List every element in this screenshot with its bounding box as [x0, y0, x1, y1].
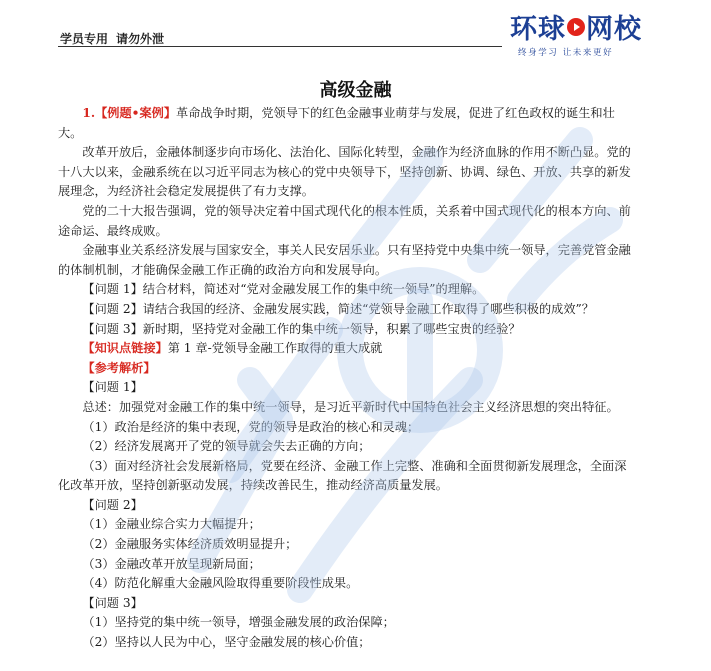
answer-3-label: 【问题 3】 [82, 595, 143, 610]
question-intro [58, 104, 638, 143]
answer-3-item: （2）坚持以人民为中心，坚守金融发展的核心价值； [82, 635, 371, 650]
answer-2-item: （1）金融业综合实力大幅提升； [82, 517, 261, 532]
knowledge-link [58, 339, 638, 359]
question-1: 【问题 1】结合材料，简述对“党对金融发展工作的集中统一领导”的理解。 [82, 282, 485, 297]
answer-1-summary: 总述：加强党对金融工作的集中统一领导，是习近平新时代中国特色社会主义经济思想的突出特征。 [82, 399, 619, 414]
answer-1-item: （1）政治是经济的集中表现，党的领导是政治的核心和灵魂； [82, 419, 420, 434]
header-notice-confidential: 请勿外泄 [116, 32, 165, 46]
reference-answer-heading: 【参考解析】 [82, 360, 156, 375]
answer-2-item: （2）金融服务实体经济质效明显提升； [82, 537, 298, 552]
play-circle-icon [567, 18, 585, 36]
case-paragraph-4: 金融事业关系经济发展与国家安全，事关人民安居乐业。只有坚持党中央集中统一领导，完善党管金融的体制机制，才能确保金融工作正确的政治方向和发展导向。 [58, 243, 631, 277]
question-number: 1. [82, 106, 96, 120]
case-paragraph-3: 党的二十大报告强调，党的领导决定着中国式现代化的根本性质，关系着中国式现代化的根本方向、前途命运、最终成败。 [58, 203, 631, 238]
brand-logo-text-right: 网校 [586, 14, 642, 45]
answer-2-label: 【问题 2】 [82, 497, 143, 512]
header-notice [60, 30, 164, 47]
answer-1-item: （3）面对经济社会发展新格局，党要在经济、金融工作上完整、准确和全面贯彻新发展理念，全面深化改革开放，坚持创新驱动发展，持续改善民生，推动经济高质量发展。 [58, 458, 627, 493]
brand-logo-text-left: 环球 [510, 14, 566, 45]
answer-1-item: （2）经济发展离开了党的领导就会失去正确的方向； [82, 439, 371, 454]
knowledge-link-tag: 【知识点链接】 [82, 341, 168, 356]
question-intro-text: 革命战争时期，党领导下的红色金融事业萌芽与发展，促进了红色政权的诞生和壮大。 [58, 106, 615, 140]
brand-slogan: 终身学习 让未来更好 [518, 48, 614, 58]
brand-logo-mark [510, 14, 660, 46]
question-tag: 【例题•案例】 [95, 106, 177, 120]
page-title: 高级金融 [319, 80, 392, 101]
header-divider [58, 46, 502, 47]
document-body [58, 104, 638, 653]
knowledge-link-text: 第 1 章-党领导金融工作取得的重大成就 [167, 341, 383, 356]
brand-logo [510, 14, 660, 66]
answer-3-item: （1）坚持党的集中统一领导，增强金融发展的政治保障； [82, 615, 395, 630]
question-2: 【问题 2】请结合我国的经济、金融发展实践，简述“党领导金融工作取得了哪些积极的成效”？ [82, 301, 594, 316]
header-notice-students-only: 学员专用 [60, 32, 109, 46]
page-header [0, 0, 711, 70]
case-paragraph-2: 改革开放后，金融体制逐步向市场化、法治化、国际化转型，金融作为经济血脉的作用不断凸显。党的十八大以来，金融系统在以习近平同志为核心的党中央领导下，坚持创新、协调、绿色、开放、共享的新发展理念，为经济社会稳定发展提供了有力支撑。 [58, 145, 631, 199]
answer-2-item: （4）防范化解重大金融风险取得重要阶段性成果。 [82, 576, 359, 591]
answer-2-item: （3）金融改革开放呈现新局面； [82, 556, 261, 571]
question-3: 【问题 3】新时期，坚持党对金融工作的集中统一领导，积累了哪些宝贵的经验？ [82, 321, 521, 336]
answer-1-label: 【问题 1】 [82, 380, 143, 395]
